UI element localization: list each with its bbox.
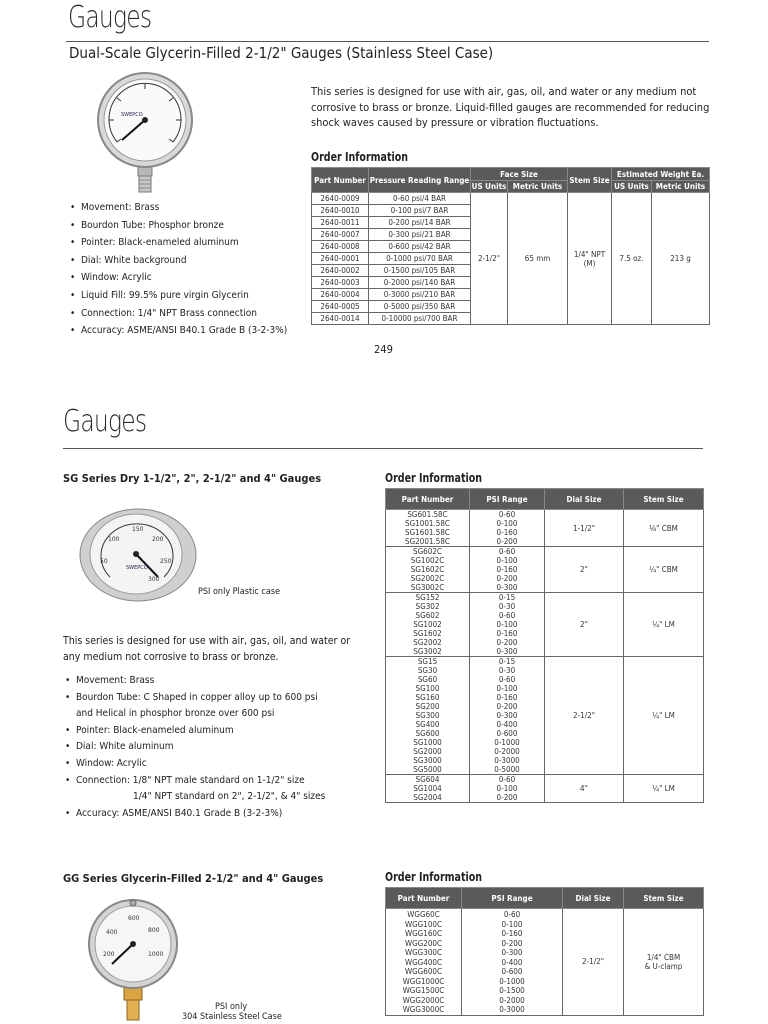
feature-item: • Bourdon Tube: C Shaped in copper alloy up to 600 psi xyxy=(63,690,363,707)
svg-text:250: 250 xyxy=(160,558,172,565)
sg-psi-value: 0-60 xyxy=(498,547,516,556)
feature-continuation-text: 1/4" NPT standard on 2", 2-1/2", & 4" sizes xyxy=(133,791,326,803)
sg-psi-value: 0-60 xyxy=(498,775,516,784)
product-subtitle: Dual-Scale Glycerin-Filled 2-1/2" Gauges (Stainless Steel Case) xyxy=(69,44,494,62)
gg-part-value: WGG200C xyxy=(404,938,443,948)
part-cell: 2640-0014 xyxy=(312,313,369,325)
feature-item: • Bourdon Tube: Phosphor bronze xyxy=(68,217,308,235)
gg-psi-value: 0-160 xyxy=(501,929,523,938)
gg-stem-line: & U-clamp xyxy=(644,961,683,971)
order-table xyxy=(311,167,710,325)
col-face-size: Face Size xyxy=(471,168,568,181)
svg-text:SWEPCO: SWEPCO xyxy=(126,565,148,571)
gg-psi-value: 0-1500 xyxy=(499,986,525,995)
page-title: Gauges xyxy=(68,0,152,35)
sg-part-value: SG400 xyxy=(415,720,440,729)
pressure-gauge-icon xyxy=(78,507,198,603)
gg-part-value: WGG1500C xyxy=(402,986,445,995)
sg-psi-value: 0-15 xyxy=(498,593,516,602)
sg-part-value: SG3000 xyxy=(413,756,442,765)
sg-psi-value: 0-200 xyxy=(496,702,518,711)
svg-text:1000: 1000 xyxy=(148,951,164,958)
sg-part-value: SG1002C xyxy=(410,556,445,565)
gg-psi-value: 0-400 xyxy=(501,957,523,967)
pressure-gauge-icon xyxy=(88,898,180,1022)
part-cell: 2640-0011 xyxy=(312,217,369,229)
gg-part-value: WGG1000C xyxy=(402,976,445,986)
sg-part-value: SG5000 xyxy=(413,765,442,774)
pressure-gauge-icon xyxy=(95,72,195,194)
gg-stem-cell xyxy=(624,909,704,1016)
sg-psi-value: 0-300 xyxy=(496,711,518,720)
gg-psi-value: 0-200 xyxy=(501,938,523,948)
sg-dial-cell: 4" xyxy=(545,775,624,803)
sg-part-value: SG3002C xyxy=(410,583,445,592)
feature-continuation-text: and Helical in phosphor bronze over 600 psi xyxy=(76,708,275,720)
sg-case-note: PSI only Plastic case xyxy=(198,587,281,597)
part-cell: 2640-0005 xyxy=(312,301,369,313)
col-part-number: Part Number xyxy=(312,168,369,193)
sg-part-value: SG2002 xyxy=(413,638,442,647)
face-us-cell: 2-1/2" xyxy=(471,193,508,325)
sg-part-value: SG1601.58C xyxy=(405,528,450,537)
sg-part-value: SG60 xyxy=(417,675,438,684)
sg-dial-cell: 1-1/2" xyxy=(545,510,624,547)
feature-item: • Pointer: Black-enameled aluminum xyxy=(68,234,308,252)
sg-part-value: SG2004 xyxy=(413,793,442,802)
weight-us-cell: 7.5 oz. xyxy=(612,193,652,325)
feature-item: • Dial: White background xyxy=(68,252,308,270)
col-part-number: Part Number xyxy=(386,489,470,510)
sg-stem-cell: ¼" LM xyxy=(624,657,704,775)
sg-psi-value: 0-5000 xyxy=(494,765,520,774)
feature-item: • Connection: 1/4" NPT Brass connection xyxy=(68,305,308,323)
range-cell: 0-10000 psi/700 BAR xyxy=(369,313,471,325)
gg-psi-value: 0-100 xyxy=(501,919,523,929)
feature-item-continued xyxy=(63,706,363,723)
sg-dial-cell: 2-1/2" xyxy=(545,657,624,775)
col-stem-size: Stem Size xyxy=(624,489,704,510)
gg-order-info-heading: Order Information xyxy=(385,870,483,884)
gg-psi-value: 0-300 xyxy=(501,948,523,957)
sg-table-row xyxy=(386,510,704,547)
sg-part-value: SG15 xyxy=(417,657,438,666)
sg-table-row xyxy=(386,775,704,803)
sg-psi-value: 0-600 xyxy=(496,729,518,738)
sg-psi-cell xyxy=(470,657,545,775)
range-cell: 0-1500 psi/105 BAR xyxy=(369,265,471,277)
range-cell: 0-1000 psi/70 BAR xyxy=(369,253,471,265)
title-rule xyxy=(63,448,703,449)
gg-psi-value: 0-3000 xyxy=(499,1005,525,1014)
svg-text:300: 300 xyxy=(148,576,160,583)
gg-psi-value: 0-1000 xyxy=(499,976,525,986)
feature-item: • Movement: Brass xyxy=(63,673,363,690)
svg-text:100: 100 xyxy=(108,536,120,543)
sg-stem-cell: ¼" LM xyxy=(624,775,704,803)
gg-stem-line: 1/4" CBM xyxy=(646,952,681,962)
gg-psi-value: 0-600 xyxy=(501,967,523,976)
sg-part-cell xyxy=(386,547,470,593)
sg-part-value: SG152 xyxy=(415,593,440,602)
gg-series-heading: GG Series Glycerin-Filled 2-1/2" and 4" Gauges xyxy=(63,872,324,885)
sg-series-heading: SG Series Dry 1-1/2", 2", 2-1/2" and 4" Gauges xyxy=(63,472,322,485)
col-weight: Estimated Weight Ea. xyxy=(612,168,710,181)
sg-psi-value: 0-100 xyxy=(496,519,518,528)
gg-part-value: WGG60C xyxy=(407,910,440,919)
sg-psi-value: 0-60 xyxy=(498,675,516,684)
sg-part-cell xyxy=(386,657,470,775)
sg-psi-value: 0-300 xyxy=(496,583,518,592)
svg-text:150: 150 xyxy=(132,526,144,533)
sg-part-value: SG1602C xyxy=(410,565,445,574)
gg-order-table xyxy=(385,887,704,1016)
sg-part-value: SG1002 xyxy=(413,620,442,629)
sg-psi-value: 0-15 xyxy=(498,657,516,666)
face-metric-cell: 65 mm xyxy=(508,193,568,325)
sg-psi-value: 0-200 xyxy=(496,574,518,583)
sg-intro-paragraph: This series is designed for use with air, gas, oil, and water or any medium not corrosive to brass or bronze. xyxy=(63,635,351,663)
sg-psi-value: 0-160 xyxy=(496,565,518,574)
sg-part-cell xyxy=(386,775,470,803)
sg-psi-value: 0-300 xyxy=(496,647,518,656)
feature-item: • Accuracy: ASME/ANSI B40.1 Grade B (3-2-3%) xyxy=(68,322,308,340)
sg-order-info-heading: Order Information xyxy=(385,471,483,485)
svg-text:800: 800 xyxy=(148,927,160,934)
sg-part-value: SG602C xyxy=(413,547,442,556)
gg-case-note-1: PSI only xyxy=(215,1002,248,1012)
feature-list xyxy=(68,199,308,340)
part-cell: 2640-0010 xyxy=(312,205,369,217)
gg-dial-cell: 2-1/2" xyxy=(563,909,624,1016)
range-cell: 0-600 psi/42 BAR xyxy=(369,241,471,253)
sg-psi-cell xyxy=(470,547,545,593)
col-psi-range: PSI Range xyxy=(470,489,545,510)
sg-order-table xyxy=(385,488,704,803)
order-info-heading: Order Information xyxy=(311,150,409,164)
range-cell: 0-200 psi/14 BAR xyxy=(369,217,471,229)
part-cell: 2640-0004 xyxy=(312,289,369,301)
col-psi-range: PSI Range xyxy=(462,888,563,909)
range-cell: 0-100 psi/7 BAR xyxy=(369,205,471,217)
title-rule xyxy=(66,41,709,42)
feature-item: • Window: Acrylic xyxy=(63,756,363,773)
sg-table-row xyxy=(386,593,704,657)
feature-item: • Dial: White aluminum xyxy=(63,739,363,756)
gg-part-value: WGG400C xyxy=(404,957,443,967)
sg-feature-list xyxy=(63,673,363,822)
range-cell: 0-60 psi/4 BAR xyxy=(369,193,471,205)
part-cell: 2640-0002 xyxy=(312,265,369,277)
sg-stem-cell: ¼" CBM xyxy=(624,547,704,593)
gg-psi-value: 0-60 xyxy=(503,910,521,919)
sg-part-value: SG3002 xyxy=(413,647,442,656)
svg-text:600: 600 xyxy=(128,915,140,922)
col-metric-units: Metric Units xyxy=(508,181,568,193)
sg-part-value: SG302 xyxy=(415,602,440,611)
sg-psi-value: 0-160 xyxy=(496,629,518,638)
svg-text:SWEPCO: SWEPCO xyxy=(121,112,143,118)
range-cell: 0-2000 psi/140 BAR xyxy=(369,277,471,289)
feature-item: • Window: Acrylic xyxy=(68,269,308,287)
sg-part-value: SG602 xyxy=(415,611,440,620)
gg-part-cell xyxy=(386,909,462,1016)
col-stem-size: Stem Size xyxy=(624,888,704,909)
sg-psi-value: 0-100 xyxy=(496,620,518,629)
sg-part-value: SG1001.58C xyxy=(405,519,450,528)
sg-part-value: SG1000 xyxy=(413,738,442,747)
svg-text:400: 400 xyxy=(106,929,118,936)
gg-part-value: WGG160C xyxy=(404,929,443,938)
sg-part-value: SG200 xyxy=(415,702,440,711)
feature-item: • Movement: Brass xyxy=(68,199,308,217)
sg-part-value: SG30 xyxy=(417,666,438,675)
sg-psi-value: 0-100 xyxy=(496,684,518,693)
sg-psi-value: 0-200 xyxy=(496,537,518,546)
sg-part-value: SG160 xyxy=(415,693,440,702)
sg-part-value: SG100 xyxy=(415,684,440,693)
sg-part-value: SG2002C xyxy=(410,574,445,583)
gg-part-value: WGG100C xyxy=(404,919,443,929)
svg-text:50: 50 xyxy=(100,558,108,565)
col-metric-units: Metric Units xyxy=(652,181,710,193)
col-us-units: US Units xyxy=(471,182,507,191)
feature-item: • Connection: 1/8" NPT male standard on 1-1/2" size xyxy=(63,773,363,790)
sg-psi-value: 0-3000 xyxy=(494,756,520,765)
sg-part-cell xyxy=(386,510,470,547)
sg-psi-value: 0-60 xyxy=(498,611,516,620)
col-us-units: US Units xyxy=(612,181,652,193)
gg-part-value: WGG3000C xyxy=(402,1005,445,1014)
sg-stem-cell: ⅛" CBM xyxy=(624,510,704,547)
sg-part-value: SG601.58C xyxy=(407,510,448,519)
sg-table-row xyxy=(386,657,704,775)
sg-part-value: SG2001.58C xyxy=(405,537,450,546)
gg-case-note-2: 304 Stainless Steel Case xyxy=(182,1012,282,1022)
svg-text:200: 200 xyxy=(103,951,115,958)
part-cell: 2640-0007 xyxy=(312,229,369,241)
sg-part-value: SG2000 xyxy=(413,747,442,756)
gg-part-value: WGG600C xyxy=(404,967,443,976)
gg-part-value: WGG2000C xyxy=(402,995,445,1005)
sg-dial-cell: 2" xyxy=(545,593,624,657)
sg-psi-value: 0-200 xyxy=(496,793,518,802)
sg-stem-cell: ¼" LM xyxy=(624,593,704,657)
feature-item-continued xyxy=(63,789,363,806)
feature-item: • Accuracy: ASME/ANSI B40.1 Grade B (3-2-3%) xyxy=(63,806,363,823)
part-cell: 2640-0001 xyxy=(312,253,369,265)
col-dial-size: Dial Size xyxy=(563,888,624,909)
page-title: Gauges xyxy=(63,404,147,439)
part-cell: 2640-0008 xyxy=(312,241,369,253)
gg-part-value: WGG300C xyxy=(404,948,443,957)
sg-part-value: SG300 xyxy=(415,711,440,720)
sg-table-row xyxy=(386,547,704,593)
sg-psi-value: 0-160 xyxy=(496,528,518,537)
sg-psi-value: 0-400 xyxy=(496,720,518,729)
sg-psi-value: 0-60 xyxy=(498,510,516,519)
gg-psi-cell xyxy=(462,909,563,1016)
range-cell: 0-3000 psi/210 BAR xyxy=(369,289,471,301)
col-part-number: Part Number xyxy=(386,888,462,909)
sg-part-cell xyxy=(386,593,470,657)
weight-metric-cell: 213 g xyxy=(652,193,710,325)
page-number: 249 xyxy=(374,343,393,356)
sg-psi-value: 0-2000 xyxy=(494,747,520,756)
intro-paragraph: This series is designed for use with air, gas, oil, and water or any medium not corrosive to brass or bronze. Liquid-filled gauges are recommended for reducing shock waves caused by pressure or vibration fluctuations. xyxy=(311,85,710,129)
sg-psi-cell xyxy=(470,775,545,803)
range-cell: 0-5000 psi/350 BAR xyxy=(369,301,471,313)
sg-psi-value: 0-200 xyxy=(496,638,518,647)
range-cell: 0-300 psi/21 BAR xyxy=(369,229,471,241)
svg-text:200: 200 xyxy=(152,536,164,543)
feature-item: • Pointer: Black-enameled aluminum xyxy=(63,723,363,740)
sg-psi-value: 0-1000 xyxy=(494,738,520,747)
sg-psi-value: 0-160 xyxy=(496,693,518,702)
col-dial-size: Dial Size xyxy=(545,489,624,510)
col-stem-size: Stem Size xyxy=(568,168,612,193)
sg-part-value: SG1004 xyxy=(413,784,442,793)
sg-psi-cell xyxy=(470,593,545,657)
sg-dial-cell: 2" xyxy=(545,547,624,593)
sg-part-value: SG604 xyxy=(415,775,440,784)
sg-psi-value: 0-100 xyxy=(496,784,518,793)
feature-item: • Liquid Fill: 99.5% pure virgin Glycerin xyxy=(68,287,308,305)
sg-psi-value: 0-30 xyxy=(498,602,516,611)
gg-psi-value: 0-2000 xyxy=(499,995,525,1005)
col-pressure-range: Pressure Reading Range xyxy=(369,168,471,193)
part-cell: 2640-0003 xyxy=(312,277,369,289)
sg-part-value: SG1602 xyxy=(413,629,442,638)
part-cell: 2640-0009 xyxy=(312,193,369,205)
sg-psi-cell xyxy=(470,510,545,547)
sg-psi-value: 0-100 xyxy=(496,556,518,565)
sg-part-value: SG600 xyxy=(415,729,440,738)
sg-psi-value: 0-30 xyxy=(498,666,516,675)
stem-cell: 1/4" NPT (M) xyxy=(568,193,612,325)
